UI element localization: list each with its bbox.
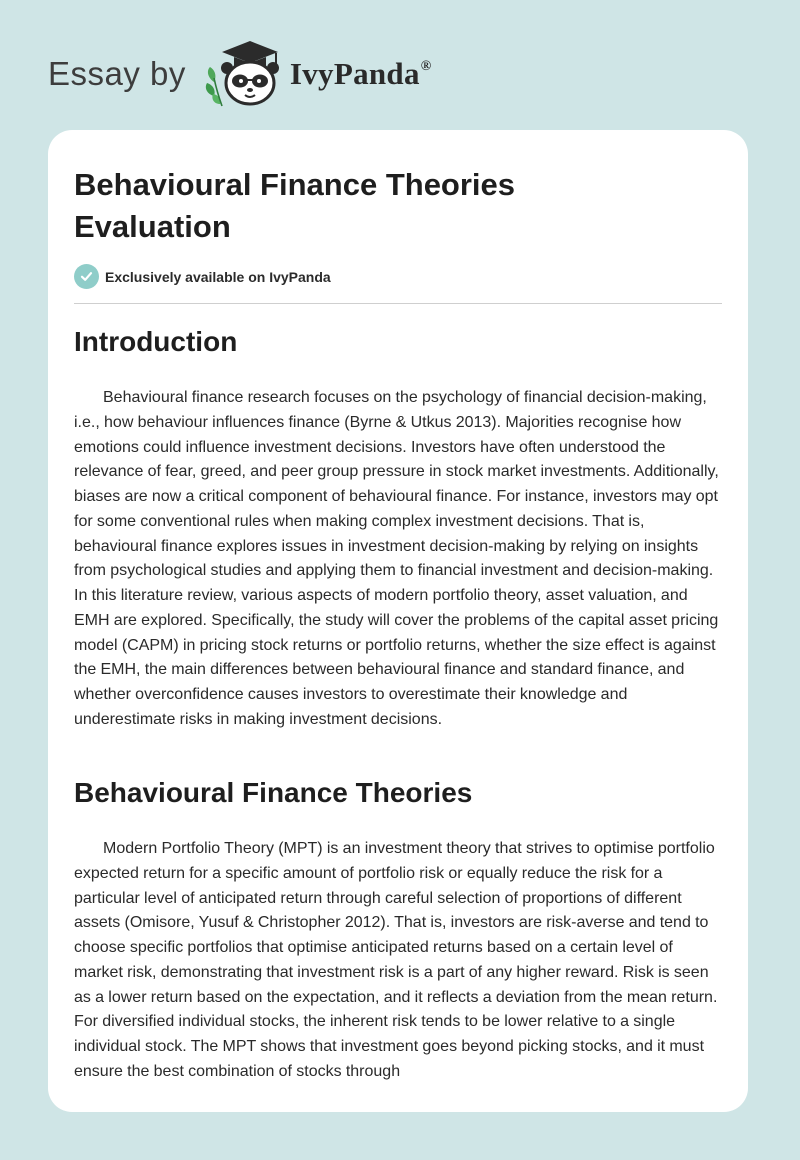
section-heading-introduction: Introduction bbox=[74, 326, 238, 357]
paragraph-introduction: Behavioural finance research focuses on the psychology of financial decision-making, i.e., how behaviour influences finance (Byrne & Utkus 2013). Majorities recognise how emotions could influence investment decisions. Investors have often understood the relevance of fear, greed, and peer group pressure in stock market investments. Additionally, biases are now a critical component of behavioural finance. For instance, investors may opt for some conventional rules when making complex investment decisions. That is, behavioural finance explores issues in investment decision-making by relying on insights from psychological studies and applying them to financial investment and decision-making. In this literature review, various aspects of modern portfolio theory, asset valuation, and EMH are explored. Specifically, the study will cover the problems of the capital asset pricing model (CAPM) in pricing stock returns or portfolio returns, whether the size effect is against the EMH, the main differences between behavioural finance and standard finance, and whether overconfidence causes investors to overestimate their knowledge and underestimate risks in making investment decisions. bbox=[74, 389, 719, 728]
divider bbox=[74, 303, 722, 304]
check-icon bbox=[74, 264, 99, 289]
registered-mark: ® bbox=[420, 59, 432, 74]
essay-card bbox=[48, 130, 748, 1112]
exclusive-badge bbox=[74, 264, 331, 289]
brand-name[interactable]: IvyPanda® bbox=[289, 56, 432, 91]
section-heading-theories: Behavioural Finance Theories bbox=[74, 777, 473, 808]
panda-logo-icon[interactable] bbox=[200, 38, 286, 110]
site-header bbox=[48, 38, 432, 110]
page-title: Behavioural Finance Theories Evaluation bbox=[74, 167, 516, 244]
paragraph-theories: Modern Portfolio Theory (MPT) is an investment theory that strives to optimise portfolio expected return for a specific amount of portfolio risk or equally reduce the risk for a particular level of anticipated return through careful selection of proportions of different assets (Omisore, Yusuf & Christopher 2012). That is, investors are risk-averse and tend to choose specific portfolios that optimise anticipated returns based on a certain level of market risk, demonstrating that investment risk is a part of any higher reward. Risk is seen as a lower return based on the expectation, and it reflects a deviation from the mean return. For diversified individual stocks, the inherent risk tends to be lower relative to a single individual stock. The MPT shows that investment goes beyond picking stocks, and it must ensure the best combination of stocks through bbox=[74, 840, 718, 1080]
ivy-leaf-icon bbox=[206, 67, 222, 106]
essay-by-label: Essay by bbox=[48, 55, 186, 92]
badge-label: Exclusively available on IvyPanda bbox=[105, 268, 331, 285]
